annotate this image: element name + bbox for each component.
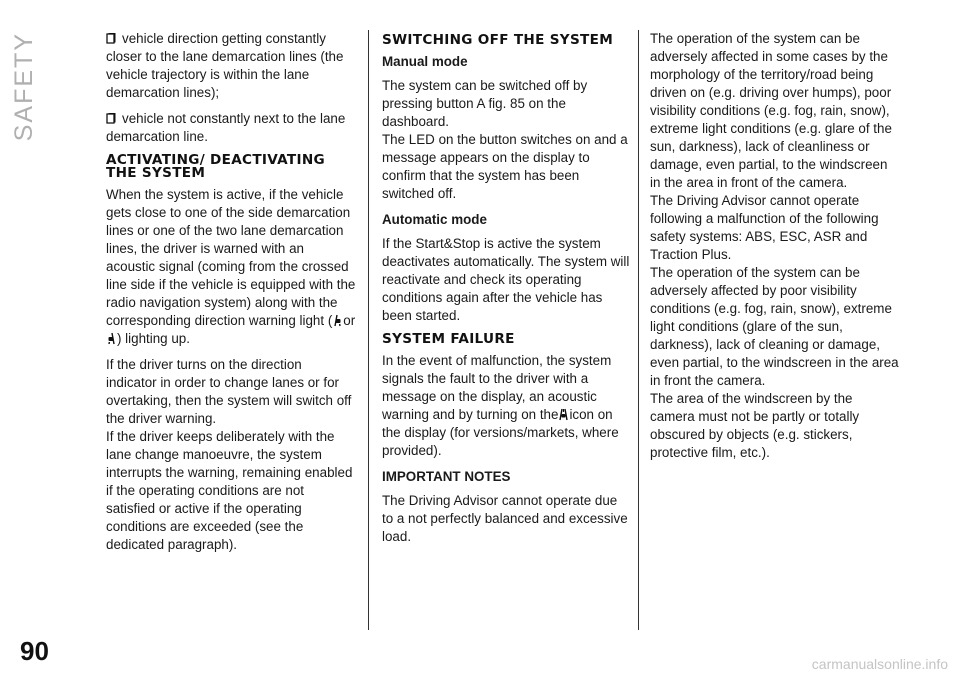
column-3 [650,30,900,470]
paragraph: When the system is active, if the vehicle gets close to one of the side demarcation lines or one of the two lane demarcation lines, the driver is warned with an acoustic signal (coming from the crossed line side if the vehicle is equipped with the radio navigation system) along with the corresponding direction warning light ( or) lighting up. [106,187,356,346]
bullet-text: vehicle not constantly next to the lane demarcation line. [106,111,346,144]
paragraph: If the Start&Stop is active the system deactivates automatically. The system will reactivate and check its operating conditions again after the vehicle has been started. [382,236,630,323]
subheading: IMPORTANT NOTES [382,469,511,484]
subheading: Manual mode [382,54,468,69]
paragraph: The operation of the system can be adversely affected in some cases by the morphology of the territory/road being driven on (e.g. driving over humps), poor visibility conditions (e.g. fog, rain, snow), extreme light conditions (e.g. glare of the sun, darkness), lack of cleanliness or damage, even partial, to the windscreen in the area in front of the camera. [650,31,892,190]
subheading: Automatic mode [382,212,487,227]
lane-departure-right-icon [106,331,117,345]
watermark: carmanualsonline.info [811,656,948,672]
square-bullet-icon [106,113,116,124]
paragraph: The area of the windscreen by the camera must not be partly or totally obscured by objects (e.g. stickers, protective film, etc.). [650,391,860,460]
paragraph: The Driving Advisor cannot operate due to a not perfectly balanced and excessive load. [382,493,628,544]
section-tab: SAFETY [10,32,38,142]
lane-system-failure-icon [558,407,569,421]
paragraph: The Driving Advisor cannot operate following a malfunction of the following safety systems: ABS, ESC, ASR and Traction Plus. [650,193,879,262]
paragraph: In the event of malfunction, the system signals the fault to the driver with a message on the display, an acoustic warning and by turning on the icon on the display (for versions/markets, where provided). [382,353,619,458]
section-heading: ACTIVATING/ DEACTIVATING THE SYSTEM [106,152,325,181]
column-1 [106,30,356,562]
paragraph: The system can be switched off by pressing button A fig. 85 on the dashboard. [382,78,588,129]
bullet-item [106,110,356,146]
bullet-text: vehicle direction getting constantly closer to the lane demarcation lines (the vehicle trajectory is within the lane demarcation lines); [106,31,344,100]
lane-departure-left-icon [332,313,343,327]
paragraph: The operation of the system can be adversely affected by poor visibility conditions (e.g. fog, rain, snow), extreme light conditions (glare of the sun, darkness), lack of cleaning or damage, even partial, to the windscreen in the area in front the camera. [650,265,899,388]
paragraph: The LED on the button switches on and a message appears on the display to confirm that the system has been switched off. [382,132,628,201]
paragraph: If the driver keeps deliberately with the lane change manoeuvre, the system interrupts the warning, remaining enabled if the operating conditions are not satisfied or active if the operating conditions are exceeded (see the dedicated paragraph). [106,429,353,552]
column-2 [382,30,632,554]
column-divider [638,30,639,630]
section-heading: SWITCHING OFF THE SYSTEM [382,32,614,48]
section-heading: SYSTEM FAILURE [382,331,515,347]
paragraph: If the driver turns on the direction indicator in order to change lanes or for overtaking, then the system will switch off the driver warning. [106,357,352,426]
page-number: 90 [20,636,49,666]
bullet-item [106,30,356,102]
column-divider [368,30,369,630]
square-bullet-icon [106,33,116,44]
